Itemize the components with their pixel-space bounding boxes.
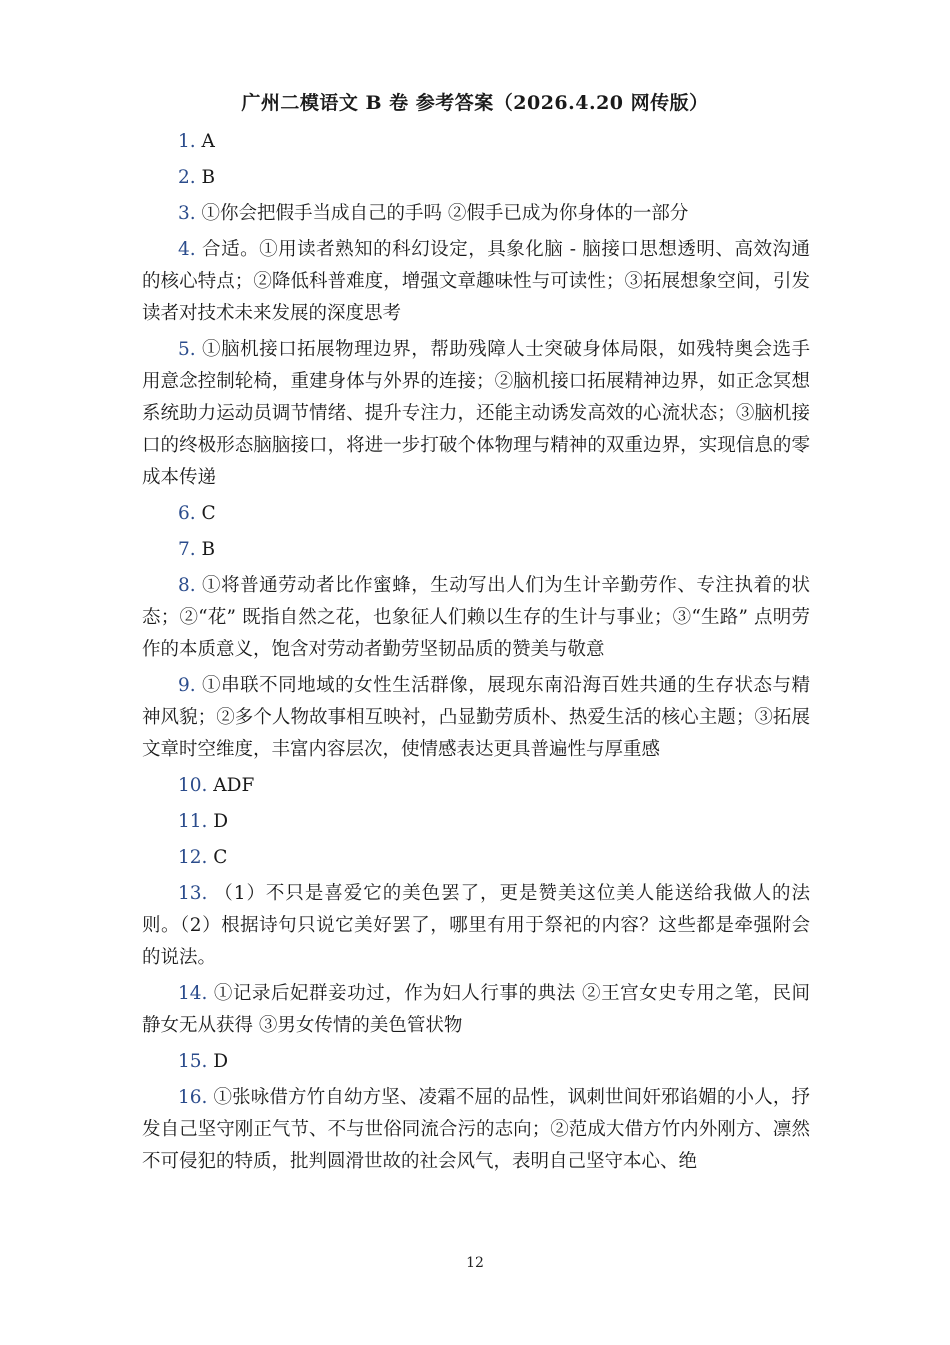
answer-item-4 [142, 234, 810, 330]
item-number: 4. [178, 239, 196, 260]
item-number: 5. [178, 339, 196, 360]
answer-item-9 [142, 670, 810, 766]
answer-item-12 [142, 842, 810, 874]
answer-item-2 [142, 162, 810, 194]
item-text: A [195, 131, 215, 152]
item-text: ①你会把假手当成自己的手吗 ②假手已成为你身体的一部分 [195, 203, 689, 224]
item-number: 10. [178, 775, 208, 796]
item-number: 13. [178, 883, 208, 904]
item-text: （1）不只是喜爱它的美色罢了，更是赞美这位美人能送给我做人的法则。（2）根据诗句只说它美好罢了，哪里有用于祭祀的内容？这些都是牵强附会的说法。 [142, 883, 810, 968]
answer-item-8 [142, 570, 810, 666]
item-text: B [195, 167, 216, 188]
item-text: ①记录后妃群妾功过，作为妇人行事的典法 ②王宫女史专用之笔，民间静女无从获得 ③男女传情的美色管状物 [142, 983, 810, 1036]
answer-item-3 [142, 198, 810, 230]
item-text: ①脑机接口拓展物理边界，帮助残障人士突破身体局限，如残特奥会选手用意念控制轮椅，重建身体与外界的连接；②脑机接口拓展精神边界，如正念冥想系统助力运动员调节情绪、提升专注力，还能主动诱发高效的心流状态；③脑机接口的终极形态脑脑接口，将进一步打破个体物理与精神的双重边界，实现信息的零成本传递 [142, 339, 810, 488]
answer-item-15 [142, 1046, 810, 1078]
answer-item-14 [142, 978, 810, 1042]
item-text: ADF [207, 775, 255, 796]
item-number: 16. [178, 1087, 208, 1108]
item-number: 14. [178, 983, 208, 1004]
page-number: 12 [466, 1255, 484, 1271]
answer-item-11 [142, 806, 810, 838]
answer-item-10 [142, 770, 810, 802]
item-number: 11. [178, 811, 208, 832]
answer-item-1 [142, 126, 810, 158]
item-number: 9. [178, 675, 196, 696]
item-number: 7. [178, 539, 196, 560]
item-text: 合适。①用读者熟知的科幻设定，具象化脑 - 脑接口思想透明、高效沟通的核心特点；②降低科普难度，增强文章趣味性与可读性；③拓展想象空间，引发读者对技术未来发展的深度思考 [142, 239, 810, 324]
page-title: 广州二模语文 B 卷 参考答案（2026.4.20 网传版） [241, 92, 709, 114]
item-text: C [195, 503, 216, 524]
item-text: ①张咏借方竹自幼方坚、凌霜不屈的品性，讽刺世间奸邪谄媚的小人，抒发自己坚守刚正气节、不与世俗同流合污的志向；②范成大借方竹内外刚方、凛然不可侵犯的特质，批判圆滑世故的社会风气，表明自己坚守本心、绝 [142, 1087, 810, 1172]
item-text: D [207, 1051, 229, 1072]
item-number: 2. [178, 167, 196, 188]
item-number: 3. [178, 203, 196, 224]
item-text: ①串联不同地域的女性生活群像，展现东南沿海百姓共通的生存状态与精神风貌；②多个人物故事相互映衬，凸显勤劳质朴、热爱生活的核心主题；③拓展文章时空维度，丰富内容层次，使情感表达更具普遍性与厚重感 [142, 675, 810, 760]
answer-item-7 [142, 534, 810, 566]
item-number: 1. [178, 131, 196, 152]
item-text: D [207, 811, 229, 832]
item-text: ①将普通劳动者比作蜜蜂，生动写出人们为生计辛勤劳作、专注执着的状态；②“花” 既指自然之花，也象征人们赖以生存的生计与事业；③“生路” 点明劳作的本质意义，饱含对劳动者勤劳坚韧品质的赞美与敬意 [142, 575, 810, 660]
answer-item-5 [142, 334, 810, 494]
answer-item-6 [142, 498, 810, 530]
item-number: 15. [178, 1051, 208, 1072]
item-number: 12. [178, 847, 208, 868]
answer-item-13 [142, 878, 810, 974]
item-text: B [195, 539, 216, 560]
item-text: C [207, 847, 228, 868]
answer-list [142, 126, 810, 1182]
answer-item-16 [142, 1082, 810, 1178]
item-number: 8. [178, 575, 196, 596]
item-number: 6. [178, 503, 196, 524]
